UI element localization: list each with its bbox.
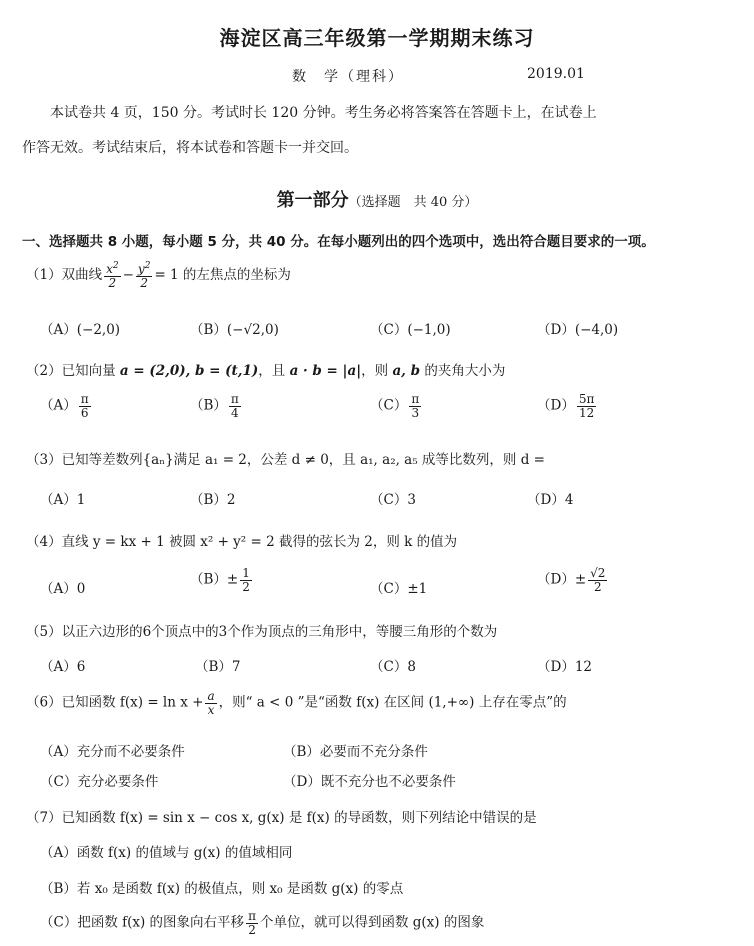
question-1-prefix: （1）双曲线 [26,267,103,284]
notice-line-1: 本试卷共 4 页，150 分。考试时长 120 分钟。考生务必将答案答在答题卡上，在试卷上 [50,105,597,121]
q2-option-b: （B） $\frac{\pi}{4}$ [190,392,239,420]
q2-text-c: ，且 [258,363,286,379]
q2-option-d: （D） $\frac{5\pi}{12}$ [537,392,595,420]
exam-date: 2019.01 [527,66,585,82]
fraction-y2-over-2: $\frac{y^2}{2}$ [137,261,151,290]
q4-option-a: （A）0 [40,581,86,597]
q6-option-d: （D）既不充分也不必要条件 [283,774,456,790]
q3-option-a: （A）1 [40,492,86,508]
question-5: （5）以正六边形的6个顶点中的3个作为顶点的三角形中，等腰三角形的个数为 [26,624,498,640]
q2-vector-names: a, b [392,363,421,379]
q2-text-e: ，则 [361,363,389,379]
q2-condition: a · b = |a| [289,363,362,379]
q5-option-d: （D）12 [537,659,593,675]
q4-option-c: （C）±1 [370,581,428,597]
q6-text-b: ，则“ a < 0 ”是“函数 f(x) 在区间 (1,+∞) 上存在零点”的 [218,694,567,711]
part-title-main: 第一部分 [276,190,349,211]
q2-vectors: a = (2,0), b = (t,1) [119,363,259,379]
q7-option-c: （C）把函数 f(x) 的图象向右平移 $\frac{\pi}{2}$ 个单位，就可以得到函数 g(x) 的图象 [40,909,485,937]
q3-option-d: （D）4 [527,492,574,508]
q2-text-g: 的夹角大小为 [424,363,506,379]
q3-option-b: （B）2 [190,492,236,508]
q5-option-b: （B）7 [195,659,241,675]
q1-option-d: （D）(−4,0) [537,322,619,338]
q1-option-c: （C）(−1,0) [370,322,451,338]
fraction-a-over-x: $\frac{a}{x}$ [207,689,215,717]
question-1: （1）双曲线 $\frac{x^2}{2}$ − $\frac{y^2}{2}$ = 1 的左焦点的坐标为 [26,261,291,290]
q2-option-c: （C） $\frac{\pi}{3}$ [370,392,420,420]
question-3: （3）已知等差数列{aₙ}满足 a₁ = 2，公差 d ≠ 0，且 a₁, a₂, a₅ 成等比数列，则 d = [26,452,545,468]
q6-option-b: （B）必要而不充分条件 [283,744,428,760]
q3-option-c: （C）3 [370,492,416,508]
q1-option-b: （B）(−√2,0) [190,322,279,338]
fraction-x2-over-2: $\frac{x^2}{2}$ [106,261,119,290]
q5-option-c: （C）8 [370,659,416,675]
q1-option-a: （A）(−2,0) [40,322,121,338]
question-1-suffix: 的左焦点的坐标为 [182,267,291,284]
exam-title: 海淀区高三年级第一学期期末练习 [219,26,535,50]
question-4: （4）直线 y = kx + 1 被圆 x² + y² = 2 截得的弦长为 2，则 k 的值为 [26,534,458,550]
q6-option-a: （A）充分而不必要条件 [40,744,185,760]
question-2 [26,359,505,379]
q7-option-b: （B）若 x₀ 是函数 f(x) 的极值点，则 x₀ 是函数 g(x) 的零点 [40,881,404,897]
q4-option-d: （D）± $\frac{√2}{2}$ [537,566,606,594]
exam-subject: 数 学（理科） [292,69,404,85]
question-7: （7）已知函数 f(x) = sin x − cos x, g(x) 是 f(x) 的导函数，则下列结论中错误的是 [26,810,537,826]
q2-text-a: （2）已知向量 [26,363,116,379]
notice-line-2: 作答无效。考试结束后，将本试卷和答题卡一并交回。 [22,140,358,156]
part-title-sub: （选择题 共 40 分） [348,195,478,210]
q7-option-a: （A）函数 f(x) 的值域与 g(x) 的值域相同 [40,845,293,861]
q6-text-a: （6）已知函数 f(x) = ln x + [26,694,204,711]
q5-option-a: （A）6 [40,659,86,675]
q4-option-b: （B）± $\frac{1}{2}$ [190,566,250,594]
question-6 [26,690,567,716]
q2-option-a: （A） $\frac{\pi}{6}$ [40,392,89,420]
q6-option-c: （C）充分必要条件 [40,774,159,790]
part-title [0,186,754,212]
part-instructions: 一、选择题共 8 小题，每小题 5 分，共 40 分。在每小题列出的四个选项中，选出符合题目要求的一项。 [22,234,655,250]
